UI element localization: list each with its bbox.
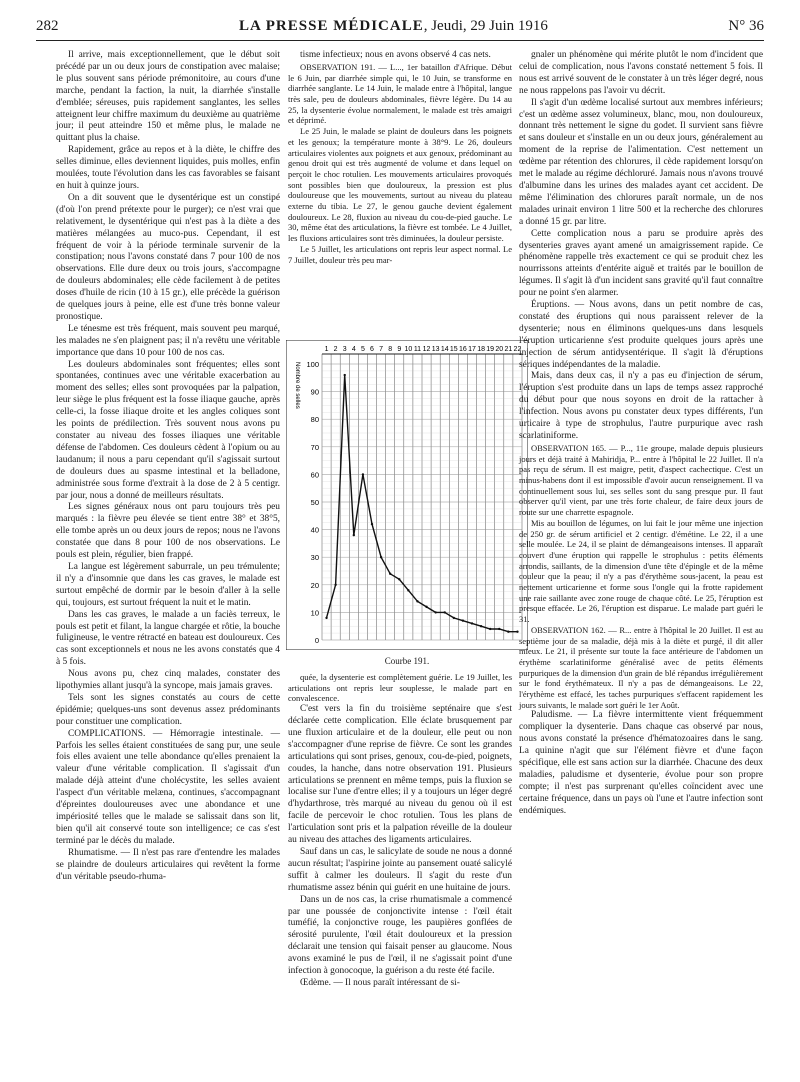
paragraph: Il arrive, mais exceptionnellement, que le début soit précédé par un ou deux jours de constipation avec malaise; le plus souvent sans période prémonitoire, au cours d'une marche, pendant la faction, la nuit, la diarrhée s'installe d'emblée; séreuses, puis rapidement sanglantes, les selles atteignent leur chiffre maximum du deuxième au quatrième jour; il peut atteindre 150 et même plus, le malade ne quittant plus la chaise. [56,50,280,144]
y-tick-label: 100 [306,360,319,369]
data-point [389,573,391,575]
data-point [380,556,382,558]
y-tick-label: 80 [310,415,319,425]
data-point [325,617,327,619]
observation-text: OBSERVATION 162. — R... entre à l'hôpital le 20 Juillet. Il est au septième jour de sa maladie, déjà mis à la diète et purgé, il dit aller mieux. Le 21, il présente sur toute la face antérieure de l'abdomen un érythème scarlatiniforme généralisé avec de petits éléments purpuriques de la dimension d'un grain de blé répandus irrégulièrement sur le fond érythémateux. Il n'y a pas de démangeaisons. Le 22, l'érythème est effacé, les taches purpuriques s'effacent rapidement les jours suivants, le malade sort guéri le 1er Août. [519,624,763,710]
paragraph: gnaler un phénomène qui mérite plutôt le nom d'incident que celui de complication, nous l'avons constaté nettement 5 fois. Il nous est arrivé souvent de le constater à un très léger degré, nous ne nous rappelons pas l'avoir vu décrit. [519,50,763,96]
column-1 [56,50,280,883]
data-point [480,625,482,627]
observation-text: OBSERVATION 165. — P..., 11e groupe, malade depuis plusieurs jours et déjà traité à Mahiridja, P... entre à l'hôpital le 22 Juillet. Il n'a pas reçu de sérum. Il est maigre, petit, d'aspect cachectique. C'est un minus-habens dont il est impossible d'avoir aucun renseignement. Il va continuellement sous lui, ses selles sont du sang presque pur. Il faut observer qu'il vient, par une très forte chaleur, de faire deux jours de route sur une charrette espagnole. [519,442,763,518]
paragraph: C'est vers la fin du troisième septénaire que s'est déclarée cette complication. Elle éclate brusquement par une fluxion articulaire et de la douleur, elle peut ou non s'accompagner d'une reprise de fièvre. Ce sont les grandes articulations qui sont prises, genoux, cou-de-pied, poignets, coudes, la hanche, dans notre observation 191. Plusieurs articulations se prennent en même temps, puis la fluxion se localise sur l'une d'entre elles; il y a toujours un léger degré d'hydarthrose, très marqué au niveau du genou où il est facile de percevoir le choc rotulien. Tous les plans de l'articulation sont pris et la palpation réveille de la douleur au niveau des attaches des ligaments articulaires. [288,704,512,846]
data-point [344,374,346,376]
paragraph: Nous avons pu, chez cinq malades, constater des lipothymies allant jusqu'à la syncope, mais jamais graves. [56,669,280,692]
y-tick-label: 10 [310,608,319,618]
x-tick-label: 4 [351,346,356,353]
x-tick-label: 19 [486,346,495,353]
x-tick-label: 15 [449,346,458,353]
paragraph: Rhumatisme. — Il n'est pas rare d'entendre les malades se plaindre de douleurs articulaires qui revêtent la forme d'un véritable pseudo-rhuma- [56,847,280,882]
data-point [362,473,364,475]
y-tick-label: 40 [310,525,319,535]
data-point [334,584,336,586]
temperature-chart [286,340,528,650]
data-point [453,617,455,619]
x-tick-label: 10 [404,346,413,353]
data-point [353,534,355,536]
data-point [489,628,491,630]
y-tick-label: 50 [310,498,319,507]
data-point [416,600,418,602]
page-number: 282 [36,18,59,34]
x-tick-label: 8 [388,346,393,353]
data-point [444,611,446,613]
paragraph: Sauf dans un cas, le salicylate de soude ne nous a donné aucun résultat; l'aspirine jointe au pansement ouaté salicylé suffit à calmer les douleurs. Il s'agit du reste d'un rhumatisme assez bénin qui guérit en une huitaine de jours. [288,846,512,893]
data-point [507,631,509,633]
paragraph: Paludisme. — La fièvre intermittente vient fréquemment compliquer la dysenterie. Dans chaque cas observé par nous, nous avons constaté la présence d'hématozoaires dans le sang. La quinine n'agit que sur l'élément fièvre et d'une façon spécifique, elle est sans action sur la diarrhée. Chacune des deux maladies, paludisme et dysenterie, évolue pour son propre compte; il n'est pas surprenant qu'elles coïncident avec une certaine fréquence, dans un pays où l'une et l'autre infection sont endémiques. [519,710,763,816]
x-tick-label: 22 [513,346,522,353]
paragraph: Éruptions. — Nous avons, dans un petit nombre de cas, constaté des éruptions qui nous paraissent relever de la dysenterie; nous en éliminons quelques-uns dans lesquels l'éruption urticarienne s'est produite quelques jours après une injection de sérum antidysentérique. Il s'agit là d'éruptions sériques indépendantes de la maladie. [519,300,763,370]
paragraph: Dans les cas graves, le malade a un faciès terreux, le pouls est petit et filant, la langue chargée et rôtie, la bouche fuligineuse, le ventre rétracté en bateau est douloureux. Ces cas sont exceptionnels et nous ne les avons constatés que 4 à 5 fois. [56,609,280,668]
data-point [398,578,400,580]
issue-date: , Jeudi, 29 Juin 1916 [423,18,548,34]
data-point [434,611,436,613]
data-point [462,619,464,621]
paragraph: quée, la dysenterie est complètement guérie. Le 19 Juillet, les articulations ont repris leur souplesse, le malade part en convalescence. [288,672,512,704]
x-tick-label: 6 [370,346,374,353]
observation-text: Le 25 Juin, le malade se plaint de douleurs dans les poignets et les genoux; la température monte à 38°9. Le 26, douleurs articulaires violentes aux poignets et aux genoux, prédominant au genou droit qui est très augmenté de volume et dans lequel on perçoit le choc rotulien. Les mouvements articulaires provoqués sont possibles bien que douloureux, la pression est plus douloureuse que les mouvements, surtout au niveau du plateau externe du tibia. Le 27, le genou gauche devient également douloureux. Le 28, fluxion au niveau du cou-de-pied gauche. Le 30, même état des articulations, la fièvre est tombée. Le 4 Juillet, les fluxions articulaires sont très diminuées, la douleur persiste. [288,126,512,244]
x-tick-label: 3 [342,346,347,353]
data-point [371,523,373,525]
chart-caption: Courbe 191. [384,656,430,666]
y-tick-label: 60 [310,470,319,480]
journal-title: LA PRESSE MÉDICALE [239,18,424,34]
paragraph: Les signes généraux nous ont paru toujours très peu marqués : la fièvre peu élevée se tient entre 38° et 38°5, elle tombe après un ou deux jours de repos; nous ne l'avons constatée que dans 8 pour 100 de nos observations. Le pouls est plein, régulier, bien frappé. [56,502,280,561]
paragraph: COMPLICATIONS. — Hémorragie intestinale. — Parfois les selles étaient constituées de sang pur, une seule fois elles avaient une telle abondance qu'elles prenaient la valeur d'une véritable complication. Il s'agissait d'un malade déjà atteint d'une cholécystite, les selles avaient l'aspect d'un véritable melæna, continues, s'accompagnant d'épreintes douloureuses avec une abondance et une impériosité telles que le malade se salissait dans son lit, bien qu'il ait conservé toute son intelligence; ce cas s'est terminé par le décès du malade. [56,728,280,846]
x-tick-label: 7 [379,346,384,353]
paragraph: Rapidement, grâce au repos et à la diète, le chiffre des selles diminue, elles deviennent liquides, puis molles, enfin moulées, toute l'évolution dans les cas favorables se faisant en huit à quinze jours. [56,145,280,191]
data-point [498,628,500,630]
issue-number: N° 36 [728,18,764,34]
column-2-lower [288,672,512,990]
observation-text: Le 5 Juillet, les articulations ont repris leur aspect normal. Le 7 Juillet, douleur très peu mar- [288,243,512,265]
x-tick-label: 17 [468,346,476,353]
x-tick-label: 1 [324,346,329,353]
data-point [407,589,409,591]
x-tick-label: 20 [495,346,504,353]
y-tick-label: 20 [310,580,319,590]
x-tick-label: 14 [440,346,449,353]
paragraph: On a dit souvent que le dysentérique est un constipé (d'où l'on prend prétexte pour le purger); ce n'est vrai que relativement, le dysentérique qui n'est pas à la diète a des matières mélangées au muco-pus. Cependant, il est fréquent de voir à la période terminale survenir de la constipation; nous l'avons constaté dans 7 pour 100 de nos observations. Elle dure deux ou trois jours, s'accompagne de douleurs abdominales; elle cède facilement à de petites doses d'huile de ricin (10 à 15 gr.), elle précède la guérison de quelques jours à peine, elle est d'une très bonne valeur pronostique. [56,192,280,322]
x-tick-label: 5 [360,346,365,353]
y-tick-label: 70 [310,442,319,452]
paragraph: tisme infectieux; nous en avons observé 4 cas nets. [300,50,491,60]
data-point [471,622,473,624]
paragraph: Il s'agit d'un œdème localisé surtout aux membres inférieurs; c'est un œdème assez volumineux, blanc, mou, non douloureux, donnant très nettement le signe du godet. Il survient sans fièvre et sans douleur et s'installe en un ou deux jours, généralement au moment de la reprise de l'alimentation. C'est nettement un œdème par rétention des chlorures, il cède rapidement lorsqu'on met le malade au régime déchloruré. Jamais nous n'avons trouvé d'albumine dans les urines des malades ayant cet accident. De même l'élimination des chlorures paraît normale, un de nos malades urinait environ 1 litre 500 et la recherche des chlorures a donné 15 gr. par litre. [519,97,763,227]
column-2 [288,50,512,265]
paragraph: La langue est légèrement saburrale, un peu trémulente; il n'y a d'insomnie que dans les cas graves, le malade est surtout empêché de dormir par le besoin d'aller à la selle qui, toujours, est surtout fréquent la nuit et le matin. [56,561,280,608]
data-point [425,606,427,608]
x-tick-label: 2 [333,346,338,353]
chart-svg [286,340,528,650]
paragraph: Tels sont les signes constatés au cours de cette épidémie; quelques-uns sont devenus assez prédominants pour constituer une complication. [56,692,280,727]
paragraph: Œdème. — Il nous paraît intéressant de si- [300,977,460,988]
x-tick-label: 11 [413,346,422,353]
paragraph: Les douleurs abdominales sont fréquentes; elles sont spontanées, continues avec une véritable exacerbation au moment des selles; elles sont provoquées par la palpation, leur siège le plus fréquent est la fosse iliaque gauche, après celle-ci, la fosse iliaque droite et les angles coliques sont les points de prédilection. Très souvent nous avons pu constater au niveau des fosses iliaques une véritable défense de l'abdomen. Ces douleurs cèdent à l'opium ou au laudanum; il nous a paru cependant qu'il s'agissait surtout de douleurs dues au spasme intestinal et la belladone, administrée sous forme d'extrait à la dose de 2 à 5 centigr. par jour, nous a donné de meilleurs résultats. [56,359,280,501]
paragraph: Cette complication nous a paru se produire après des dysenteries graves ayant amené un amaigrissement rapide. Ce phénomène rappelle très exactement ce qui se produit chez les nourrissons atteints d'entérite aiguë et traités par le bouillon de légumes. Il s'agit là d'un incident sans gravité qu'il faut connaître pour ne point s'en alarmer. [519,228,763,299]
y-tick-label: 0 [314,636,319,645]
y-axis-label: Nombre de selles [294,362,300,409]
x-tick-label: 12 [422,346,431,353]
x-tick-label: 16 [459,346,467,353]
y-tick-label: 90 [310,387,319,397]
page-header [36,18,764,41]
y-tick-label: 30 [310,553,319,563]
paragraph: Dans un de nos cas, la crise rhumatismale a commencé par une poussée de conjonctivite intense : l'œil était tuméfié, la conjonctive rouge, les paupières gonflées de sérosité purulente, l'œil était douloureux et la pression déclarait une tension qui faisait penser au glaucome. Nous avons examiné le pus de l'œil, il ne s'agissait point d'une infection à gonocoque, la guérison a du reste été facile. [288,894,512,977]
x-tick-label: 13 [431,346,440,353]
paragraph: Le ténesme est très fréquent, mais souvent peu marqué, les malades ne s'en plaignent pas; il n'a revêtu une véritable importance que dans 10 pour 100 de nos cas. [56,323,280,358]
paragraph: Mais, dans deux cas, il n'y a pas eu d'injection de sérum, l'éruption s'est produite dans un laps de temps assez rapproché du début pour que nous soyons en droit de la rattacher à l'infection. Nous avons pu constater deux types différents, l'un urticaire à type de strophulus, l'autre purpurique avec rash scarlatiniforme. [519,371,763,441]
column-3 [519,50,763,818]
x-tick-label: 18 [477,346,485,353]
x-tick-label: 9 [397,346,402,353]
x-tick-label: 21 [504,346,513,353]
observation-text: Mis au bouillon de légumes, on lui fait le jour même une injection de 250 gr. de sérum artificiel et 2 centigr. d'émétine. Le 22, il a une selle moulée. Le 24, il se plaint de démangeaisons intenses. Il apparaît couvert d'une éruption qui rappelle le strophulus : petits éléments arrondis, saillants, de la dimension d'une tête d'épingle et de la même couleur que la peau; il n'y a pas d'érythème sous-jacent, la peau est nettement urticarienne et forme sous l'ongle qui la frotte rapidement une raie saillante avec zone rouge de chaque côté. Le 25, l'éruption est presque effacée. Le 26, l'éruption est disparue. Le malade part guéri le 31. [519,517,763,625]
observation-text: OBSERVATION 191. — L..., 1er bataillon d'Afrique. Début le 6 Juin, par diarrhée simple qui, le 10 Juin, se transforme en diarrhée sanglante. Le 14 Juin, le malade entre à l'hôpital, langue très sale, peu de douleurs abdominales, fièvre légère. Du 14 au 25, la dysenterie évolue normalement, le malade est très amaigri et déprimé. [288,61,512,126]
